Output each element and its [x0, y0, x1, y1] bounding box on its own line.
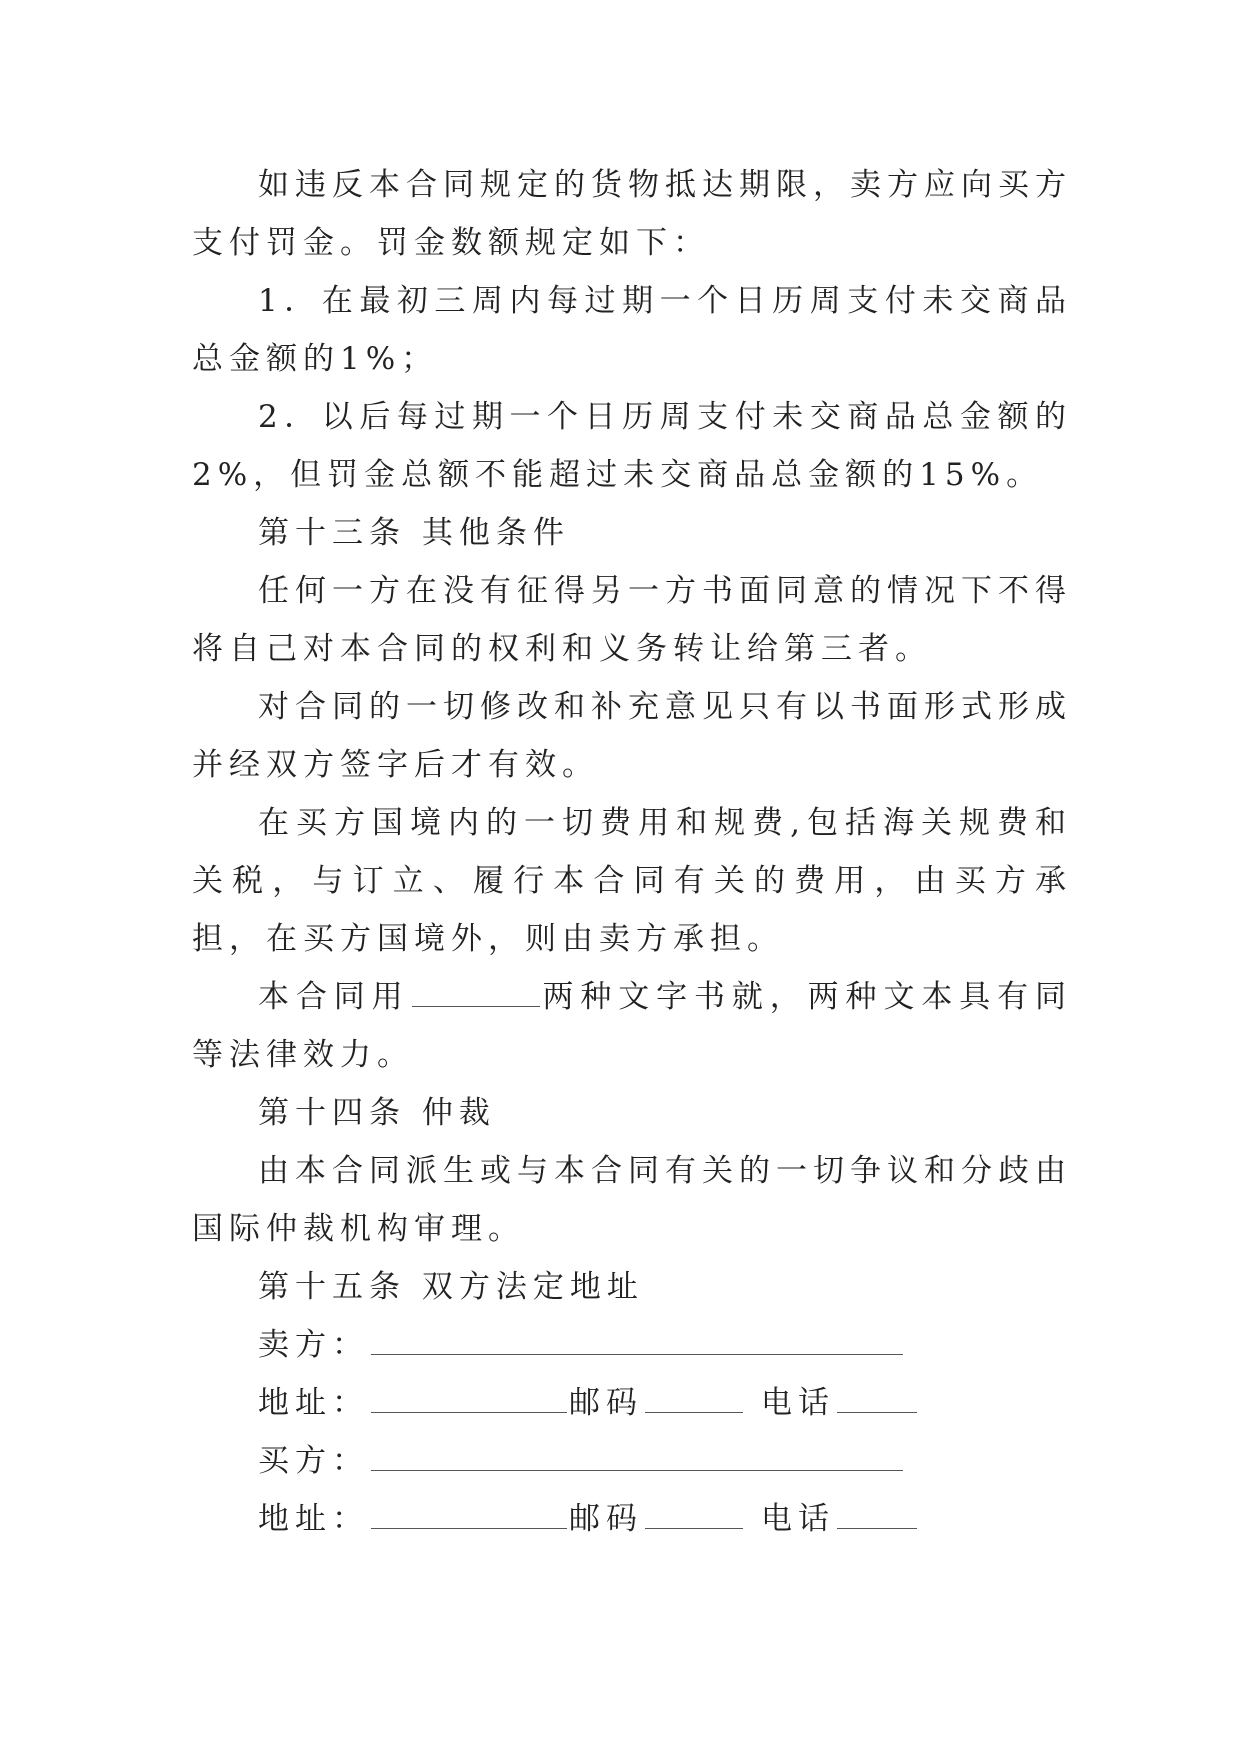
paragraph-no-transfer: 任何一方在没有征得另一方书面同意的情况下不得将自己对本合同的权利和义务转让给第三者。	[192, 573, 1072, 667]
heading-article-13: 第十三条 其他条件	[258, 515, 570, 551]
buyer-name-blank	[371, 1440, 903, 1471]
seller-postcode-label: 邮码	[569, 1385, 643, 1421]
paragraph-delivery-penalty: 如违反本合同规定的货物抵达期限，卖方应向买方支付罚金。罚金数额规定如下：	[192, 167, 1072, 261]
seller-phone-label: 电话	[761, 1385, 835, 1421]
seller-postcode-blank	[645, 1382, 743, 1413]
heading-article-15: 第十五条 双方法定地址	[258, 1269, 644, 1305]
heading-article-14: 第十四条 仲裁	[258, 1095, 496, 1131]
languages-text-after: 两种文字书就，两种文本具有同等法律效力。	[192, 979, 1073, 1073]
paragraph-arbitration: 由本合同派生或与本合同有关的一切争议和分歧由国际仲裁机构审理。	[192, 1153, 1072, 1247]
paragraph-languages	[192, 968, 1072, 1084]
paragraph-fees: 在买方国境内的一切费用和规费,包括海关规费和关税，与订立、履行本合同有关的费用，由买方承担，在买方国境外，则由卖方承担。	[192, 805, 1072, 957]
buyer-address-blank	[371, 1498, 567, 1529]
languages-blank	[412, 976, 540, 1007]
seller-address-row	[192, 1374, 1072, 1432]
seller-address-label: 地址：	[258, 1385, 369, 1421]
buyer-address-row	[192, 1490, 1072, 1548]
paragraph-penalty-rule-1: 1．在最初三周内每过期一个日历周支付未交商品总金额的1%；	[192, 283, 1072, 377]
buyer-phone-label: 电话	[761, 1501, 835, 1537]
paragraph-amendments: 对合同的一切修改和补充意见只有以书面形式形成并经双方签字后才有效。	[192, 689, 1072, 783]
paragraph-penalty-rule-2: 2．以后每过期一个日历周支付未交商品总金额的2%，但罚金总额不能超过未交商品总金额的15%。	[192, 399, 1072, 493]
languages-text-before: 本合同用	[258, 979, 410, 1015]
contract-body	[192, 156, 1072, 1548]
seller-name-blank	[371, 1324, 903, 1355]
buyer-label: 买方：	[258, 1443, 369, 1479]
buyer-name-row	[192, 1432, 1072, 1490]
buyer-address-label: 地址：	[258, 1501, 369, 1537]
buyer-postcode-label: 邮码	[569, 1501, 643, 1537]
seller-phone-blank	[837, 1382, 917, 1413]
buyer-phone-blank	[837, 1498, 917, 1529]
seller-address-blank	[371, 1382, 567, 1413]
seller-label: 卖方：	[258, 1327, 369, 1363]
seller-name-row	[192, 1316, 1072, 1374]
buyer-postcode-blank	[645, 1498, 743, 1529]
